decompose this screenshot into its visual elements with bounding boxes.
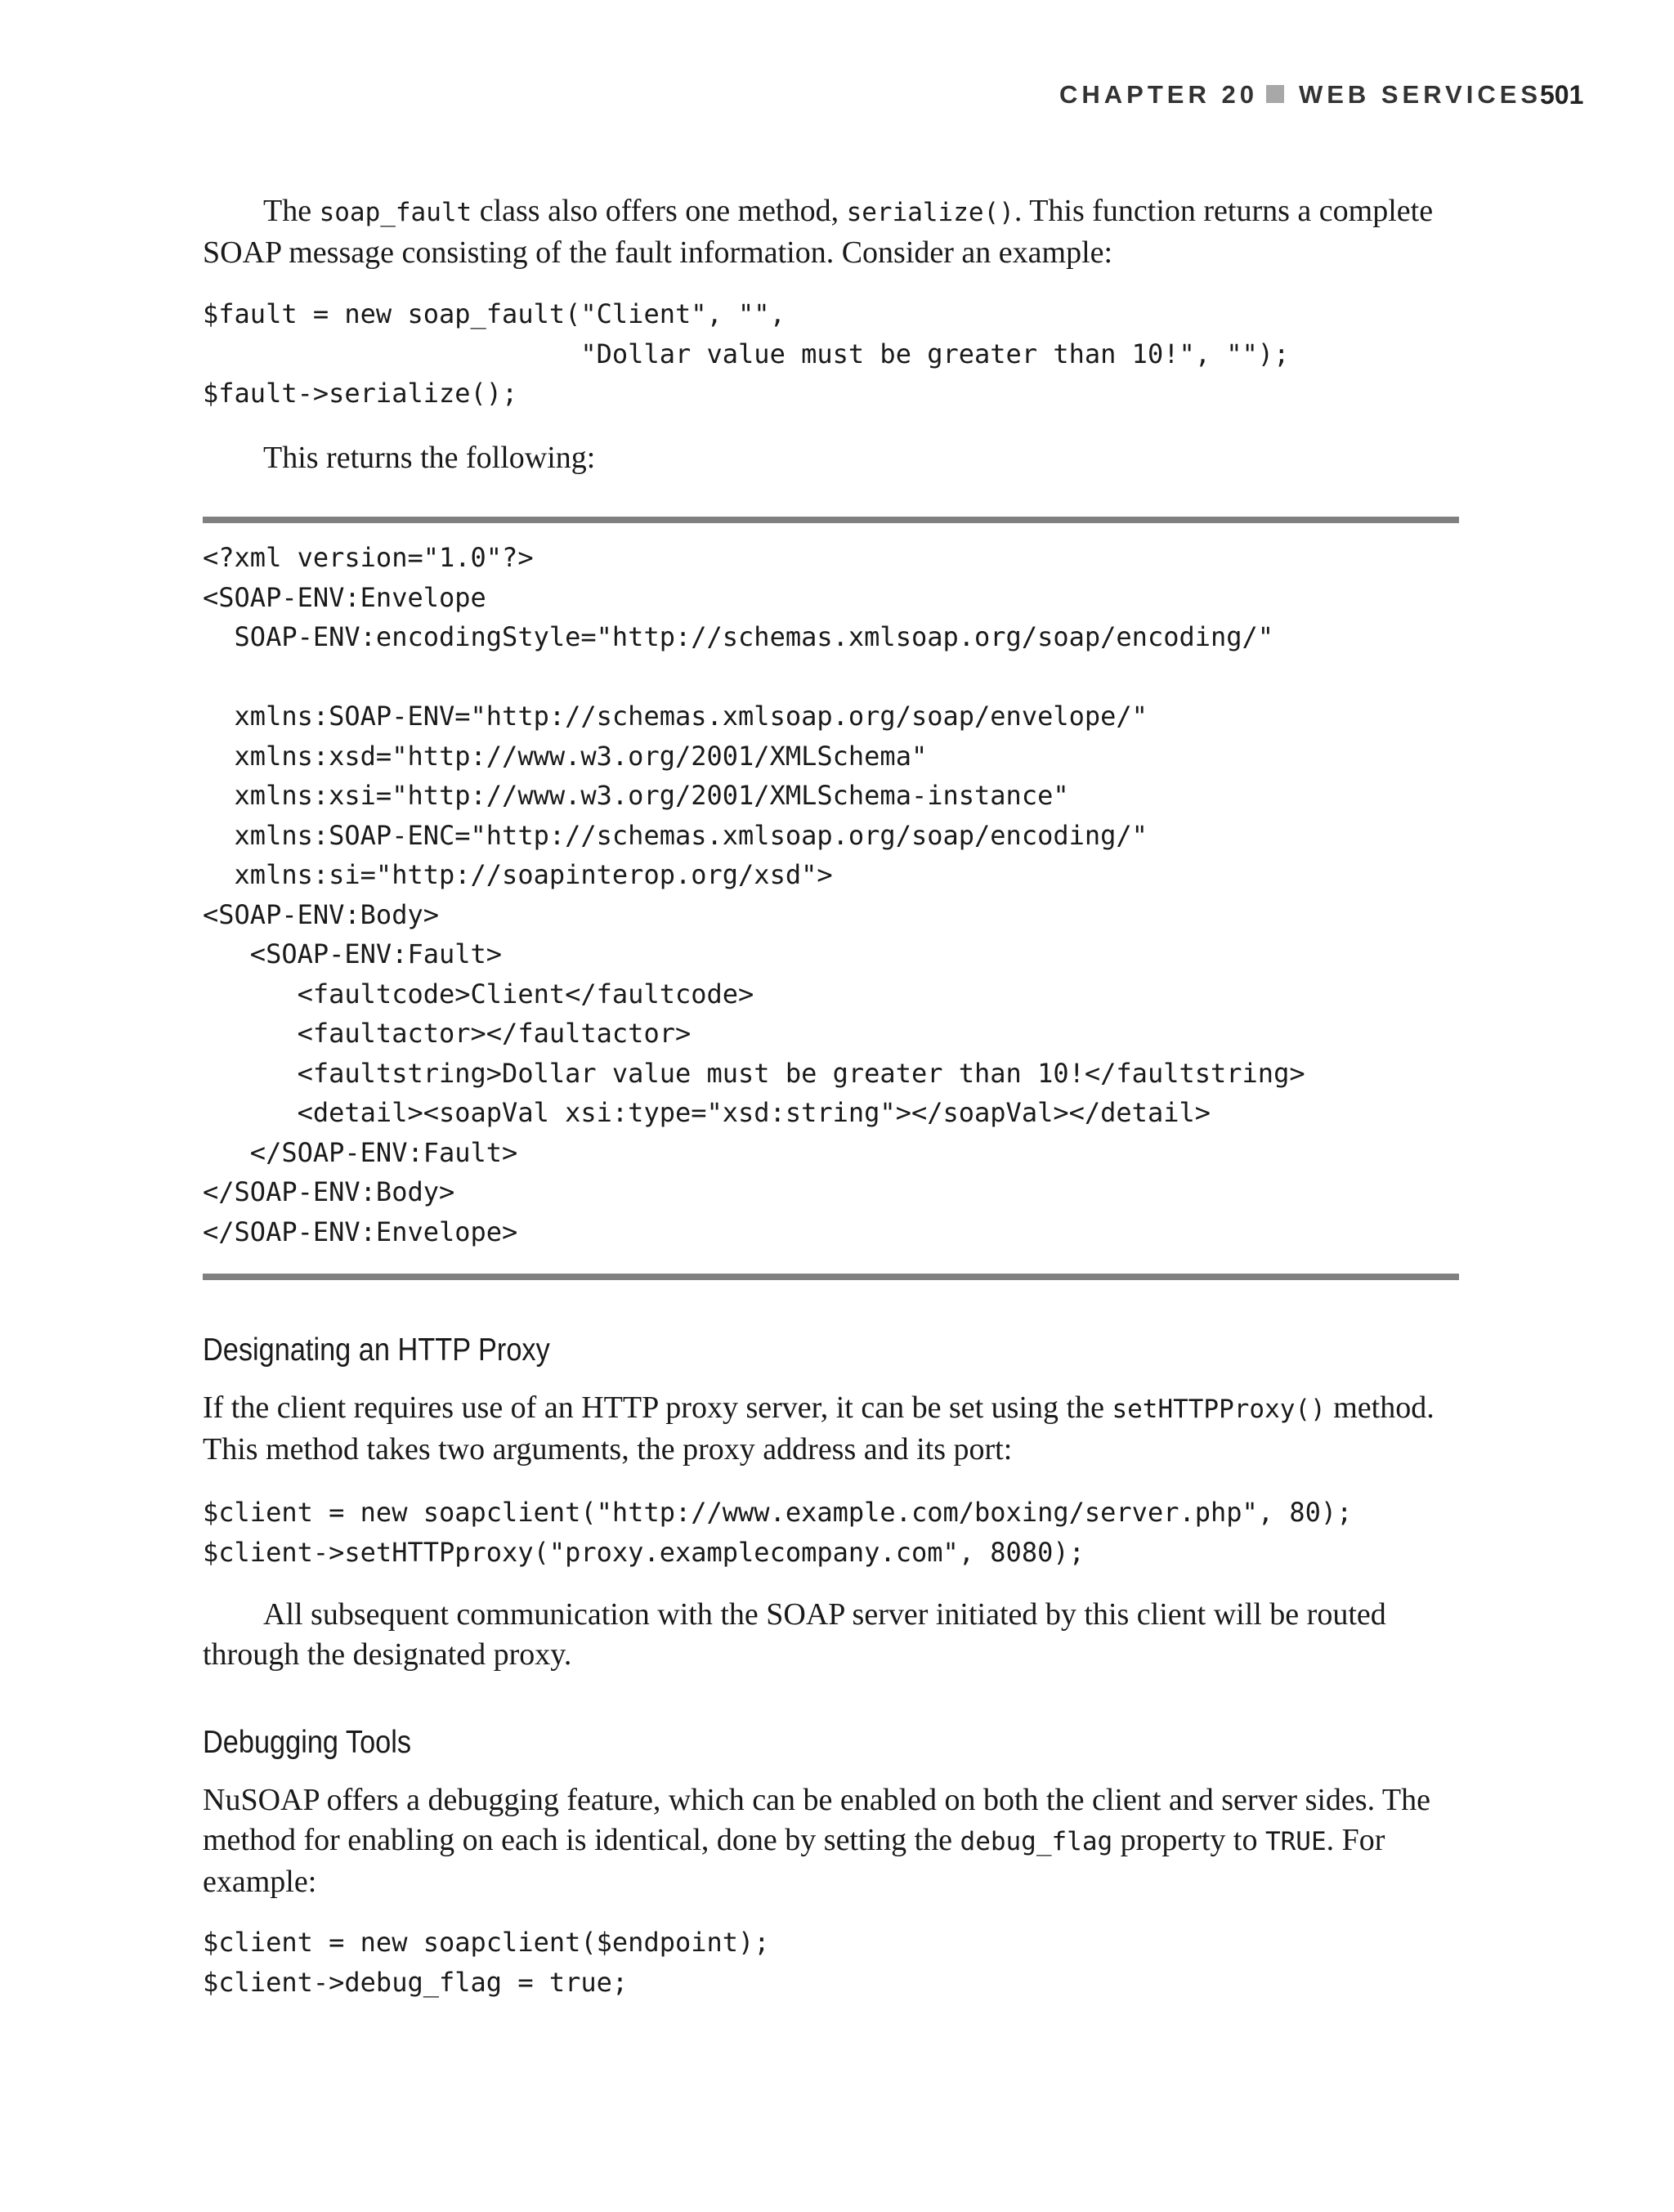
output-top-rule [203,517,1459,523]
output-bottom-rule [203,1274,1459,1280]
proxy-followup-paragraph: All subsequent communication with the SOAP server initiated by this client will be routed through the designated proxy. [203,1597,1386,1672]
intro-paragraph: The soap_fault class also offers one method, serialize(). This function returns a complete SOAP message consisting of the fault information. Consider an example: [203,194,1434,270]
inline-code: TRUE [1264,1827,1327,1856]
code-listing-soap-fault: $fault = new soap_fault("Client", "", "Dollar value must be greater than 10!", ""); $fault->serialize(); [203,298,1290,409]
inline-code: debug_flag [960,1827,1113,1856]
separator-square-icon [1266,85,1284,103]
xml-output-listing: <?xml version="1.0"?> <SOAP-ENV:Envelope SOAP-ENV:encodingStyle="http://schemas.xmlsoap.org/soap/encoding/" xmlns:SOAP-ENV="http://schemas.xmlsoap.org/soap/envelope/" xmlns:xsd="http://www.w3.org/2001/XMLSchema" xmlns:xsi="http://www.w3.org/2001/XMLSchema-instance" xmlns:SOAP-ENC="http://schemas.xmlsoap.org/soap/encoding/" xmlns:si="http://soapinterop.org/xsd"> <SOAP-ENV:Body> <SOAP-ENV:Fault> <faultcode>Client</faultcode> <faultactor></faultactor> <faultstring>Dollar value must be greater than 10!</faultstring> <detail><soapVal xsi:type="xsd:string"></soapVal></detail> </SOAP-ENV:Fault> </SOAP-ENV:Body> </SOAP-ENV:Envelope> [203,542,1305,1247]
inline-code: setHTTPProxy() [1112,1395,1326,1424]
code-listing-debug: $client = new soapclient($endpoint); $client->debug_flag = true; [203,1927,770,1998]
running-header [0,80,1674,121]
chapter-title: CHAPTER 20 WEB SERVICES [1059,80,1542,109]
proxy-paragraph: If the client requires use of an HTTP proxy server, it can be set using the setHTTPProxy() method. This method takes two arguments, the proxy address and its port: [203,1390,1435,1466]
code-listing-proxy: $client = new soapclient("http://www.example.com/boxing/server.php", 80); $client->setHTTPproxy("proxy.examplecompany.com", 8080); [203,1497,1353,1568]
inline-code: serialize() [846,198,1014,227]
returns-paragraph: This returns the following: [263,441,596,475]
section-heading-http-proxy: Designating an HTTP Proxy [203,1332,550,1368]
section-heading-debugging-tools: Debugging Tools [203,1725,412,1760]
page-number: 501 [1540,80,1584,110]
debug-paragraph: NuSOAP offers a debugging feature, which can be enabled on both the client and server sides. The method for enabling on each is identical, done by setting the debug_flag property to TRUE. For example: [203,1783,1430,1899]
inline-code: soap_fault [319,198,472,227]
